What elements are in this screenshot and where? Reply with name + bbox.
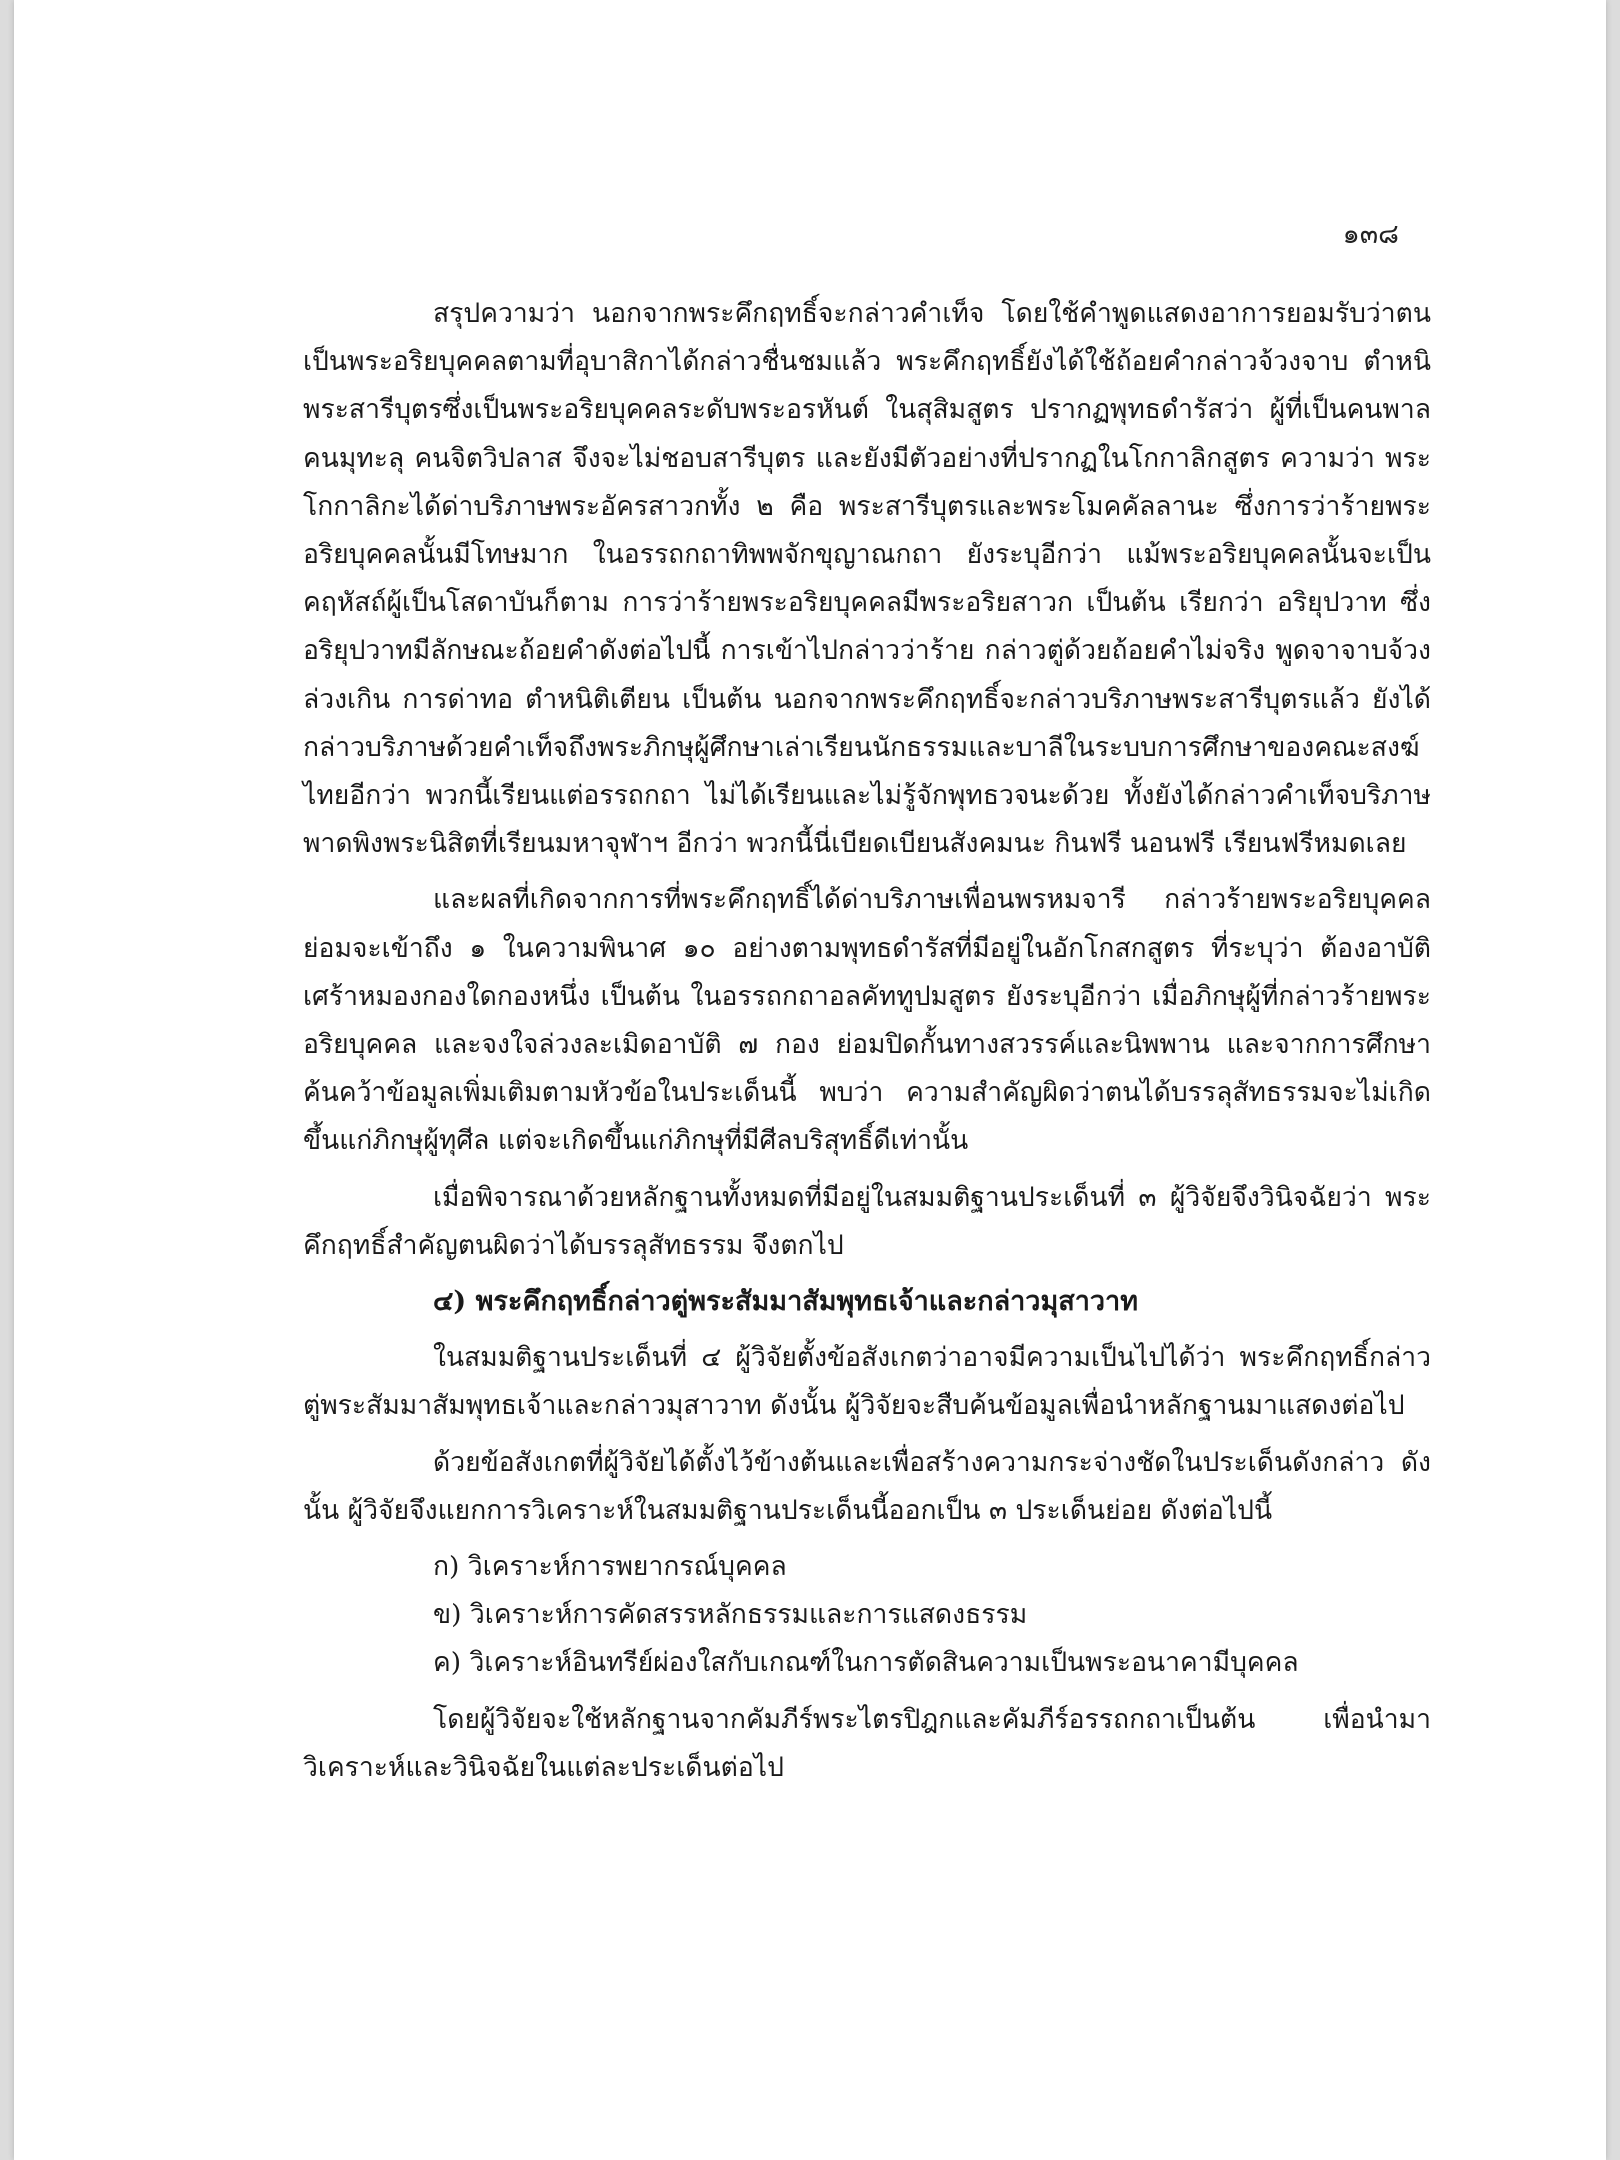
sub-issue-list xyxy=(303,1543,1431,1688)
list-item: ข) วิเคราะห์การคัดสรรหลักธรรมและการแสดงธรรม xyxy=(433,1599,1028,1631)
paragraph-conclusion-hypothesis-3: เมื่อพิจารณาด้วยหลักฐานทั้งหมดที่มีอยู่ในสมมติฐานประเด็นที่ ๓ ผู้วิจัยจึงวินิจฉัยว่า พระคึกฤทธิ์สำคัญตนผิดว่าได้บรรลุสัทธรรม จึงตกไป xyxy=(303,1181,1431,1261)
section-heading-4: ๔) พระคึกฤทธิ์กล่าวตู่พระสัมมาสัมพุทธเจ้าและกล่าวมุสาวาท xyxy=(433,1286,1139,1318)
document-page xyxy=(14,0,1606,2160)
paragraph-methodology: โดยผู้วิจัยจะใช้หลักฐานจากคัมภีร์พระไตรปิฎกและคัมภีร์อรรถกถาเป็นต้น เพื่อนำมาวิเคราะห์และวินิจฉัยในแต่ละประเด็นต่อไป xyxy=(303,1703,1431,1783)
paragraph-summary: สรุปความว่า นอกจากพระคึกฤทธิ์จะกล่าวคำเท็จ โดยใช้คำพูดแสดงอาการยอมรับว่าตนเป็นพระอริยบุคคลตามที่อุบาสิกาได้กล่าวชื่นชมแล้ว พระคึกฤทธิ์ยังได้ใช้ถ้อยคำกล่าวจ้วงจาบ ตำหนิพระสารีบุตรซึ่งเป็นพระอริยบุคคลระดับพระอรหันต์ ในสุสิมสูตร ปรากฏพุทธดำรัสว่า ผู้ที่เป็นคนพาล คนมุทะลุ คนจิตวิปลาส จึงจะไม่ชอบสารีบุตร และยังมีตัวอย่างที่ปรากฏในโกกาลิกสูตร ความว่า พระโกกาลิกะได้ด่าบริภาษพระอัครสาวกทั้ง ๒ คือ พระสารีบุตรและพระโมคคัลลานะ ซึ่งการว่าร้ายพระอริยบุคคลนั้นมีโทษมาก ในอรรถกถาทิพพจักขุญาณกถา ยังระบุอีกว่า แม้พระอริยบุคคลนั้นจะเป็นคฤหัสถ์ผู้เป็นโสดาบันก็ตาม การว่าร้ายพระอริยบุคคลมีพระอริยสาวก เป็นต้น เรียกว่า อริยุปวาท ซึ่งอริยุปวาทมีลักษณะถ้อยคำดังต่อไปนี้ การเข้าไปกล่าวว่าร้าย กล่าวตู่ด้วยถ้อยคำไม่จริง พูดจาจาบจ้วงล่วงเกิน การด่าทอ ตำหนิติเตียน เป็นต้น นอกจากพระคึกฤทธิ์จะกล่าวบริภาษพระสารีบุตรแล้ว ยังได้กล่าวบริภาษด้วยคำเท็จถึงพระภิกษุผู้ศึกษาเล่าเรียนนักธรรมและบาลีในระบบการศึกษาของคณะสงฆ์ไทยอีกว่า พวกนี้เรียนแต่อรรถกถา ไม่ได้เรียนและไม่รู้จักพุทธวจนะด้วย ทั้งยังได้กล่าวคำเท็จบริภาษพาดพิงพระนิสิตที่เรียนมหาจุฬาฯ อีกว่า พวกนี้นี่เบียดเบียนสังคมนะ กินฟรี นอนฟรี เรียนฟรีหมดเลย xyxy=(303,298,1431,860)
page-number: ๑๓๘ xyxy=(1342,219,1399,250)
paragraph-analysis-split: ด้วยข้อสังเกตที่ผู้วิจัยได้ตั้งไว้ข้างต้นและเพื่อสร้างความกระจ่างชัดในประเด็นดังกล่าว ดังนั้น ผู้วิจัยจึงแยกการวิเคราะห์ในสมมติฐานประเด็นนี้ออกเป็น ๓ ประเด็นย่อย ดังต่อไปนี้ xyxy=(303,1446,1431,1526)
list-item: ค) วิเคราะห์อินทรีย์ผ่องใสกับเกณฑ์ในการตัดสินความเป็นพระอนาคามีบุคคล xyxy=(433,1647,1299,1679)
document-body xyxy=(303,290,1431,1800)
paragraph-hypothesis-4: ในสมมติฐานประเด็นที่ ๔ ผู้วิจัยตั้งข้อสังเกตว่าอาจมีความเป็นไปได้ว่า พระคึกฤทธิ์กล่าวตู่พระสัมมาสัมพุทธเจ้าและกล่าวมุสาวาท ดังนั้น ผู้วิจัยจะสืบค้นข้อมูลเพื่อนำหลักฐานมาแสดงต่อไป xyxy=(303,1342,1431,1422)
paragraph-consequences: และผลที่เกิดจากการที่พระคึกฤทธิ์ได้ด่าบริภาษเพื่อนพรหมจารี กล่าวร้ายพระอริยบุคคล ย่อมจะเข้าถึง ๑ ในความพินาศ ๑๐ อย่างตามพุทธดำรัสที่มีอยู่ในอักโกสกสูตร ที่ระบุว่า ต้องอาบัติเศร้าหมองกองใดกองหนึ่ง เป็นต้น ในอรรถกถาอลคัททูปมสูตร ยังระบุอีกว่า เมื่อภิกษุผู้ที่กล่าวร้ายพระอริยบุคคล และจงใจล่วงละเมิดอาบัติ ๗ กอง ย่อมปิดกั้นทางสวรรค์และนิพพาน และจากการศึกษาค้นคว้าข้อมูลเพิ่มเติมตามหัวข้อในประเด็นนี้ พบว่า ความสำคัญผิดว่าตนได้บรรลุสัทธรรมจะไม่เกิดขึ้นแก่ภิกษุผู้ทุศีล แต่จะเกิดขึ้นแก่ภิกษุที่มีศีลบริสุทธิ์ดีเท่านั้น xyxy=(303,884,1431,1157)
list-item: ก) วิเคราะห์การพยากรณ์บุคคล xyxy=(433,1551,787,1583)
